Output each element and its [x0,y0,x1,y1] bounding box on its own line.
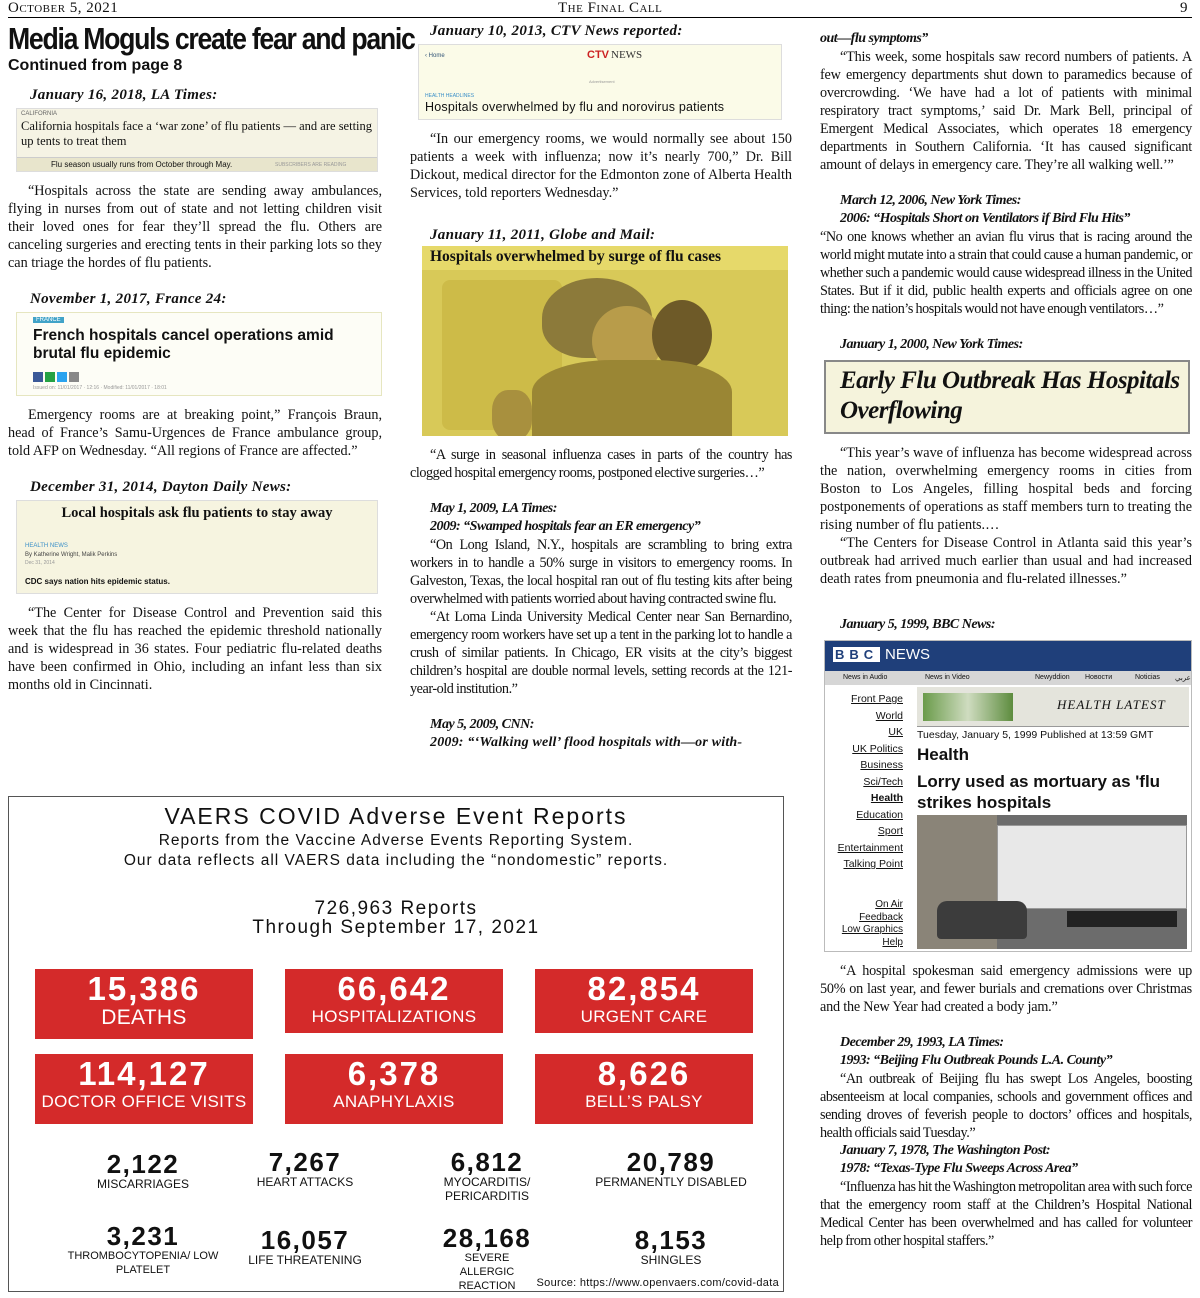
article-paragraph: “The Center for Disease Control and Prevention said this week that the flu has reached the epidemic threshold nationally and is widespread in 36 states. Four pediatric flu-related deaths have been confirmed in Ohio, including an infant less than six months old in Cincinnati. [8,605,382,693]
article-paragraph: “On Long Island, N.Y., hospitals are scrambling to bring extra workers in to handle a 50% surge in visitors to emergency rooms. In Galveston, Texas, the local hospital ran out of flu testing kits after being overwhelmed with patients worried about having contracted swine flu. [410,537,792,607]
news-clipping-globe-and-mail [422,246,788,436]
stat-myocarditis: 6,812 MYOCARDITIS/ PERICARDITIS [443,1147,531,1203]
article-paragraph: Emergency rooms are at breaking point,” François Braun, head of France’s Samu-Urgences de France ambulance group, told AFP on Wednesday. “All regions of France are affected.” [8,407,382,459]
article-paragraph: “No one knows whether an avian flu virus that is racing around the world might mutate into a strain that could cause a human pandemic, or whether such a pandemic would cause widespread illness in the United States. But if it did, public health experts and officials agree on one thing: the nation’s hospitals would not have enough ventilators…” [820,229,1192,317]
dateline-headline: 1993: “Beijing Flu Outbreak Pounds L.A. County” [840,1053,1113,1068]
stat-thrombocytopenia: 3,231 THROMBOCYTOPENIA/ LOW PLATELET [67,1221,219,1276]
news-clipping-dayton: Local hospitals ask flu patients to stay away HEALTH NEWS By Katherine Wright, Malik Perkins Dec 31, 2014 CDC says nation hits epidemic status. [16,500,378,594]
news-clipping-bbc [824,640,1192,952]
spanish-link[interactable]: Noticias [1135,674,1160,681]
nav-help[interactable]: Help [882,936,903,948]
vaers-through-date: Through September 17, 2021 [252,917,540,938]
dateline-headline: out—flu symptoms” [820,31,928,46]
dateline: March 12, 2006, New York Times: [840,193,1021,208]
dateline-headline: 2009: “Swamped hospitals fear an ER emergency” [430,519,701,534]
dateline: January 7, 1978, The Washington Post: [840,1143,1051,1158]
stat-heart-attacks: 7,267 HEART ATTACKS [256,1147,354,1189]
dateline-headline: 1978: “Texas-Type Flu Sweeps Across Area” [840,1161,1078,1176]
stat-life-threatening: 16,057 LIFE THREATENING [248,1225,362,1267]
dateline-headline: 2006: “Hospitals Short on Ventilators if Bird Flu Hits” [840,211,1130,226]
article-paragraph: “In our emergency rooms, we would normally see about 150 patients a week with influenza; now it’s nearly 700,” Dr. Bill Dickout, medical director for the Edmonton zone of Alberta Health Services, told reporters Wednesday.” [410,131,792,201]
pills-image [923,693,1013,721]
dateline: January 10, 2013, CTV News reported: [430,23,683,39]
continued-note: Continued from page 8 [8,57,183,74]
stat-permanently-disabled: 20,789 PERMANENTLY DISABLED [595,1147,747,1189]
vaers-report-count: 726,963 Reports [314,898,478,919]
lorry-trailer [997,825,1187,909]
article-paragraph: “This week, some hospitals saw record numbers of patients. A few emergency departments shut down to paramedics because of overcrowding. ‘We have had a lot of patients with minimal respiratory tract symptoms,’ said Dr. Mark Bell, principal of Emergent Medical Associates, which operates 18 emergency departments in Southern California. ‘It has caused significant amount of delays in emergency care. They’re all walking well.’” [820,49,1192,173]
news-clipping-la-times: CALIFORNIA California hospitals face a ‘war zone’ of flu patients — and are setting up tents to treat them Flu season usually runs from October through May. SUBSCRIBERS ARE READING [16,108,378,172]
nav-uk-politics[interactable]: UK Politics [852,742,903,755]
dateline: January 1, 2000, New York Times: [840,337,1023,352]
article-paragraph: “A hospital spokesman said emergency admissions were up 50% on last year, and fewer burials and cremations over Christmas and the New Year had created a body jam.” [820,963,1192,1015]
dateline: November 1, 2017, France 24: [30,291,227,307]
dateline: January 16, 2018, LA Times: [30,87,218,103]
dateline: January 11, 2011, Globe and Mail: [430,227,656,243]
nav-education[interactable]: Education [856,808,903,821]
photo-child-small [492,390,532,436]
page-header [8,0,1192,18]
news-clipping-ctv: ‹ Home CTV NEWS Advertisement HEALTH HEADLINES Hospitals overwhelmed by flu and norovirus patients [418,44,782,120]
article-paragraph: “An outbreak of Beijing flu has swept Los Angeles, boosting absenteeism at local companies, schools and government offices and sending droves of feverish people to doctors’ offices and hospitals, health officials said Tuesday.” [820,1071,1192,1141]
stat-miscarriages: 2,122 MISCARRIAGES [96,1149,189,1191]
facebook-icon[interactable] [33,372,43,382]
vaers-title: VAERS COVID Adverse Event Reports [164,803,628,829]
bbc-language-bar [825,671,1192,685]
stat-anaphylaxis: 6,378 ANAPHYLAXIS [285,1054,503,1124]
clipping-headline: Lorry used as mortuary as 'flu strikes hospitals [917,772,1161,812]
stat-severe-allergic-reaction: 28,168 SEVERE ALLERGIC REACTION [442,1223,532,1292]
lorry-wheels [1067,911,1177,927]
audio-link[interactable]: News in Audio [843,674,888,681]
nav-world[interactable]: World [875,709,903,722]
column-2 [410,22,792,752]
dateline: May 1, 2009, LA Times: [430,501,557,516]
news-clipping-nyt [824,360,1190,434]
bbc-nav [825,691,903,873]
vaers-subtitle: Reports from the Vaccine Adverse Events Reporting System. [158,832,634,849]
share-icon[interactable] [69,372,79,382]
lorry-photo [917,815,1187,949]
stat-bells-palsy: 8,626 BELL’S PALSY [535,1054,753,1124]
ctv-news-logo: CTV NEWS [587,49,643,61]
stat-deaths: 15,386 DEATHS [35,969,253,1039]
stat-shingles: 8,153 SHINGLES [634,1225,708,1267]
publication-name: The Final Call [558,0,663,16]
clipping-caption: Flu season usually runs from October through May. SUBSCRIBERS ARE READING [17,157,378,171]
clipping-headline: Local hospitals ask flu patients to stay away [61,505,333,521]
nav-front-page[interactable]: Front Page [851,693,903,705]
source-link[interactable]: Source: https://www.openvaers.com/covid-data [536,1277,779,1289]
clipping-headline: French hospitals cancel operations amid brutal flu epidemic [33,327,334,362]
clipping-headline: Hospitals overwhelmed by flu and norovirus patients [425,100,725,114]
bbc-header-bar [825,641,1192,671]
clipping-headline: Hospitals overwhelmed by surge of flu cases [430,248,722,265]
dateline-headline: 2009: “‘Walking well’ flood hospitals with—or with- [430,735,743,750]
arabic-link[interactable]: عربي [1175,675,1191,682]
article-paragraph: “The Centers for Disease Control in Atlanta said this year’s outbreak had arrived much earlier than usual and had increased death rates from pneumonia and flu-related illnesses.” [820,535,1192,587]
nav-low-graphics[interactable]: Low Graphics [841,924,903,935]
bbc-nav-secondary [825,899,903,949]
nav-sport[interactable]: Sport [877,825,903,837]
twitter-icon[interactable] [57,372,67,382]
column-3 [820,30,1192,1250]
health-banner: HEALTH LATEST [917,687,1189,727]
article-paragraph: “At Loma Linda University Medical Center near San Bernardino, emergency room workers have set up a tent in the parking lot to handle a crush of similar patients. In Chicago, ER visits at the city’s biggest children’s hospital are double normal levels, setting records at the 121-year-old institution.” [410,609,792,697]
article-paragraph: “Influenza has hit the Washington metropolitan area with such force that the emergency room staff at the Children’s Hospital National Medical Center has been overwhelmed and has called for volunteer help from other hospital staffers.” [820,1179,1192,1249]
dateline: January 5, 1999, BBC News: [840,617,996,632]
dateline: May 5, 2009, CNN: [430,717,534,732]
dateline: December 29, 1993, LA Times: [840,1035,1004,1050]
publish-date: Tuesday, January 5, 1999 Published at 13:59 GMT [917,729,1154,741]
clipping-headline: Early Flu Outbreak Has Hospitals Overflowing [840,367,1180,424]
section-title: Health [917,745,969,764]
nav-business[interactable]: Business [860,759,903,771]
dateline: December 31, 2014, Dayton Daily News: [30,479,292,495]
nav-scitech[interactable]: Sci/Tech [863,775,903,788]
page-number: 9 [1180,0,1188,16]
whatsapp-icon[interactable] [45,372,55,382]
article-title: Media Moguls create fear and panic [8,21,415,56]
nav-feedback[interactable]: Feedback [859,911,903,923]
bbc-news-wordmark: NEWS [885,646,930,663]
issue-date: October 5, 2021 [8,0,119,16]
news-clipping-france24: FRANCE French hospitals cancel operations amid brutal flu epidemic Issued on: 11/01/2017 · 12:16 · Modified: 11/01/2017 · 18:01 [16,312,382,396]
vaers-infobox [8,796,784,1292]
stat-urgent-care: 82,854 URGENT CARE [535,969,753,1033]
russian-link[interactable]: Новости [1085,674,1113,681]
clipping-photo [422,270,788,436]
article-paragraph: “Hospitals across the state are sending away ambulances, flying in nurses from out of state and not letting children visit their loved ones for fear they’ll spread the flu. Others are canceling surgeries and erecting tents in their parking lots so they can triage the hordes of flu patients. [8,183,382,271]
bbc-logo: BBC [835,647,879,662]
nav-uk[interactable]: UK [888,726,903,738]
clipping-headline: California hospitals face a ‘war zone’ of flu patients — and are setting up tents to treat them [21,119,373,148]
nav-on-air[interactable]: On Air [875,899,903,910]
car [937,901,1027,939]
nav-entertainment[interactable]: Entertainment [837,841,903,854]
column-1 [8,21,415,694]
stat-hospitalizations: 66,642 HOSPITALIZATIONS [285,969,503,1033]
stat-doctor-visits: 114,127 DOCTOR OFFICE VISITS [35,1054,253,1124]
video-link[interactable]: News in Video [925,674,970,681]
article-paragraph: “A surge in seasonal influenza cases in parts of the country has clogged hospital emergency rooms, postponed elective surgeries…” [410,447,792,481]
article-paragraph: “This year’s wave of influenza has become widespread across the nation, overwhelming emergency rooms in cities from Boston to Los Angeles, filling hospital beds and forcing postponements of operations as staff members turn to treating the rising number of flu patients.… [820,445,1192,533]
nav-talking-point[interactable]: Talking Point [843,858,903,870]
welsh-link[interactable]: Newyddion [1035,674,1070,681]
vaers-subtitle: Our data reflects all VAERS data including the “nondomestic” reports. [123,852,669,869]
nav-health[interactable]: Health [870,792,903,804]
photo-body [532,360,732,436]
